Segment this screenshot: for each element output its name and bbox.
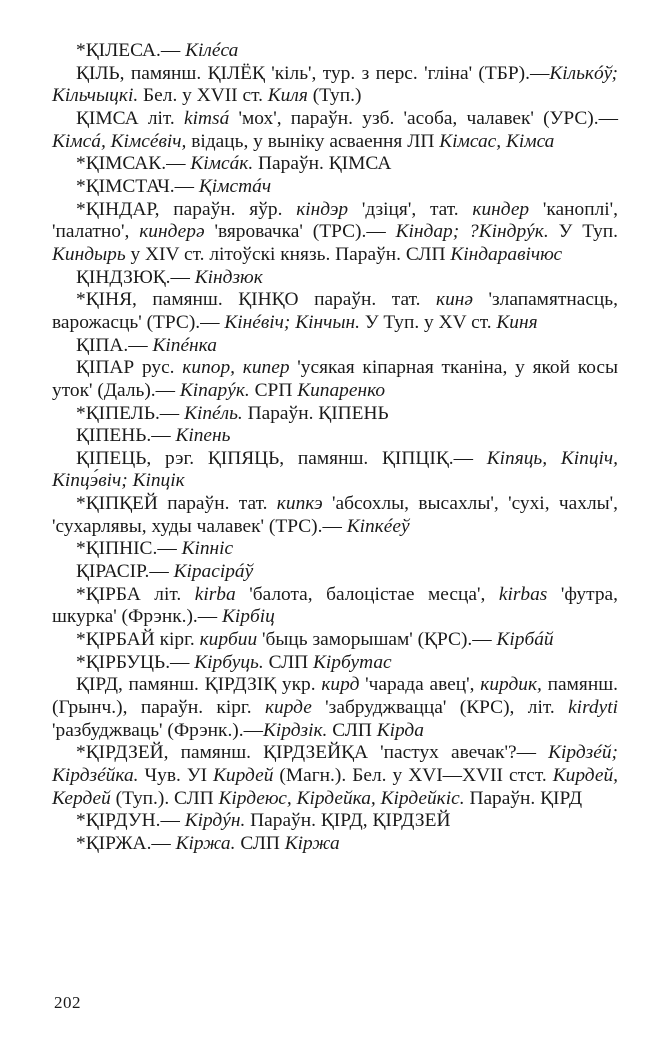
- entry-text: СЛП: [327, 719, 377, 741]
- dictionary-entry: [52, 493, 618, 538]
- dictionary-entry: [52, 153, 618, 176]
- italic-text: Кірбутас: [313, 651, 392, 673]
- entry-text: *ҚІПЕЛЬ.—: [76, 402, 185, 424]
- dictionary-entry: [52, 40, 618, 63]
- dictionary-entry: [52, 425, 618, 448]
- entry-text: у XIV ст. літоўскі князь. Параўн. СЛП: [125, 243, 451, 265]
- entry-text: (Туп.). СЛП: [110, 787, 219, 809]
- entry-text: 'вяровачка' (ТРС).—: [204, 221, 396, 243]
- entry-text: ҚІЛЬ, памянш. ҚІЛЁҚ 'кіль', тур. з перс. 'гліна' (ТБР).—: [76, 62, 550, 84]
- entry-text: *ҚІЛЕСА.—: [76, 40, 186, 61]
- dictionary-entry: [52, 403, 618, 426]
- dictionary-entry: [52, 289, 618, 334]
- italic-text: кирде: [264, 697, 312, 719]
- italic-text: Киня: [496, 311, 538, 333]
- entry-text: 'разбуджваць' (Фрэнк.).—: [52, 719, 264, 741]
- italic-text: киндер: [472, 198, 530, 220]
- italic-text: Кіпень: [175, 425, 231, 447]
- entry-text: *ҚІРДЗЕЙ, памянш. ҚІРДЗЕЙҚА 'пастух авечак'?—: [76, 742, 549, 764]
- dictionary-entry: [52, 199, 618, 267]
- italic-text: Кіпніс: [181, 538, 234, 560]
- dictionary-entry: [52, 108, 618, 153]
- italic-text: Кімсá, Кімсéвіч,: [52, 130, 187, 152]
- entry-text: *ҚІМСАК.—: [76, 153, 191, 175]
- italic-text: Кіпяць, Кіпціч, Кіпцэ́віч; Кіпцік: [52, 447, 618, 492]
- dictionary-entries: [52, 40, 618, 856]
- italic-text: кипкэ: [276, 493, 323, 515]
- italic-text: kirbas: [498, 583, 548, 605]
- dictionary-entry: [52, 742, 618, 810]
- italic-text: Кірбіц: [222, 606, 275, 628]
- italic-text: Кіпéнка: [152, 334, 217, 356]
- italic-text: Киля: [267, 85, 308, 107]
- dictionary-entry: [52, 538, 618, 561]
- entry-text: Параўн. ҚІРД: [464, 787, 583, 809]
- italic-text: Кірбáй: [496, 629, 554, 651]
- entry-text: 'усякая кіпарная тканіна, у якой косы уток' (Даль).—: [52, 357, 619, 401]
- dictionary-entry: [52, 584, 618, 629]
- entry-text: 'быць заморышам' (ҚРС).—: [257, 629, 497, 651]
- entry-text: 'мох', параўн. узб. 'асоба, чалавек' (УРС).—: [229, 107, 618, 129]
- entry-text: відаць, у выніку асваення ЛП: [186, 130, 440, 152]
- italic-text: Кірдзéй; Кірдзéйка.: [52, 742, 618, 786]
- entry-text: У Туп.: [548, 221, 618, 243]
- italic-text: Кірдеюс, Кірдейка, Кірдейкіс.: [218, 787, 465, 809]
- italic-text: Кілéса: [185, 40, 239, 61]
- italic-text: Кімсас, Кімса: [439, 130, 555, 152]
- italic-text: Кіндаравічюс: [450, 243, 563, 265]
- entry-text: 'злапамятнасць, варожасць' (ТРС).—: [52, 289, 618, 333]
- entry-text: Параўн. ҚІРД, ҚІРДЗЕЙ: [245, 810, 451, 832]
- italic-text: Қімстáч: [198, 175, 272, 197]
- italic-text: Кірдзік.: [263, 719, 328, 741]
- italic-text: Кількóў; Кільчыцкі.: [52, 62, 618, 107]
- entry-text: ҚІРД, памянш. ҚІРДЗІҚ укр.: [76, 674, 322, 696]
- italic-text: Кіпарýк.: [179, 379, 250, 401]
- entry-text: *ҚІПНІС.—: [76, 538, 182, 560]
- dictionary-entry: [52, 176, 618, 199]
- italic-text: кирдик,: [480, 674, 542, 696]
- entry-text: (Туп.): [307, 85, 362, 107]
- entry-text: *ҚІПҚЕЙ параўн. тат.: [76, 493, 277, 515]
- entry-text: Чув. УІ: [138, 765, 214, 786]
- italic-text: Кірбуць.: [194, 651, 264, 673]
- entry-text: *ҚІНЯ, памянш. ҚІНҚО параўн. тат.: [76, 289, 436, 311]
- entry-text: 'абсохлы, высахлы', 'сухі, чахлы', 'сухарлявы, худы чалавек' (ТРС).—: [52, 493, 618, 537]
- italic-text: Кірдýн.: [184, 810, 246, 832]
- entry-text: *ҚІНДАР, параўн. яўр.: [76, 198, 297, 220]
- entry-text: *ҚІРБУЦЬ.—: [76, 651, 195, 673]
- italic-text: Кінéвіч; Кінчын.: [224, 311, 360, 333]
- entry-text: У Туп. у XV ст.: [359, 311, 497, 333]
- dictionary-entry: [52, 267, 618, 290]
- entry-text: Бел. у XVII ст.: [138, 85, 268, 107]
- italic-text: Кірасірáў: [173, 561, 254, 583]
- entry-text: СЛП: [263, 651, 314, 673]
- dictionary-entry: [52, 448, 618, 493]
- entry-text: 'дзіця', тат.: [348, 198, 473, 220]
- entry-text: ҚІПАР рус.: [76, 357, 183, 379]
- italic-text: кипор, кипер: [182, 357, 290, 379]
- italic-text: Кирдей, Кердей: [52, 765, 619, 809]
- entry-text: 'чарада авец',: [359, 674, 481, 696]
- entry-text: памянш. (Грынч.), параўн. кірг.: [52, 674, 618, 719]
- italic-text: Кіржа.: [175, 832, 236, 854]
- entry-text: 'каноплі', 'палатно',: [52, 198, 618, 243]
- italic-text: Кірда: [376, 719, 424, 741]
- italic-text: кирбии: [199, 629, 258, 651]
- italic-text: Кіндар; ?Кіндрýк.: [395, 221, 549, 243]
- italic-text: Кіржа: [284, 832, 340, 854]
- italic-text: кіндэр: [296, 198, 349, 220]
- entry-text: ҚІПА.—: [76, 334, 153, 356]
- entry-text: 'забруджвацца' (КРС), літ.: [311, 697, 569, 719]
- italic-text: Кипаренко: [297, 379, 386, 401]
- entry-text: ҚІПЕЦЬ, рэг. ҚІПЯЦЬ, памянш. ҚІПЦІҚ.—: [76, 447, 487, 469]
- dictionary-entry: [52, 629, 618, 652]
- entry-text: ҚІНДЗЮҚ.—: [76, 266, 195, 288]
- entry-text: СЛП: [235, 832, 285, 854]
- entry-text: *ҚІМСТАЧ.—: [76, 175, 199, 197]
- dictionary-entry: [52, 561, 618, 584]
- entry-text: СРП: [249, 379, 298, 401]
- italic-text: Кіпкéеў: [346, 515, 410, 537]
- entry-text: Параўн. ҚІМСА: [253, 153, 392, 175]
- italic-text: Кирдей: [213, 765, 274, 786]
- italic-text: kimsá: [184, 107, 230, 129]
- italic-text: кирд: [321, 674, 360, 696]
- dictionary-entry: [52, 63, 618, 108]
- italic-text: Кіпéль.: [184, 402, 243, 424]
- dictionary-entry: [52, 357, 618, 402]
- dictionary-entry: [52, 810, 618, 833]
- dictionary-entry: [52, 652, 618, 675]
- entry-text: *ҚІРЖА.—: [76, 832, 176, 854]
- italic-text: Кімсáк.: [190, 153, 254, 175]
- italic-text: kirba: [194, 583, 236, 605]
- entry-text: (Магн.). Бел. у XVI—XVII стст.: [273, 765, 553, 786]
- entry-text: ҚІПЕНЬ.—: [76, 425, 176, 447]
- italic-text: kirdyti: [568, 697, 618, 719]
- entry-text: 'футра, шкурка' (Фрэнк.).—: [52, 583, 618, 628]
- entry-text: ҚІМСА літ.: [76, 107, 185, 129]
- italic-text: Киндырь: [52, 243, 126, 265]
- entry-text: 'балота, балоцістае месца',: [235, 583, 499, 605]
- entry-text: ҚІРАСІР.—: [76, 561, 174, 583]
- italic-text: кинә: [436, 289, 473, 311]
- italic-text: киндерә: [139, 221, 205, 243]
- dictionary-entry: [52, 833, 618, 856]
- entry-text: *ҚІРБАЙ кірг.: [76, 629, 200, 651]
- italic-text: Кіндзюк: [194, 266, 263, 288]
- page-number: 202: [54, 993, 81, 1012]
- dictionary-entry: [52, 674, 618, 742]
- entry-text: Параўн. ҚІПЕНЬ: [242, 402, 389, 424]
- entry-text: *ҚІРДУН.—: [76, 810, 185, 832]
- dictionary-entry: [52, 335, 618, 358]
- entry-text: *ҚІРБА літ.: [76, 583, 195, 605]
